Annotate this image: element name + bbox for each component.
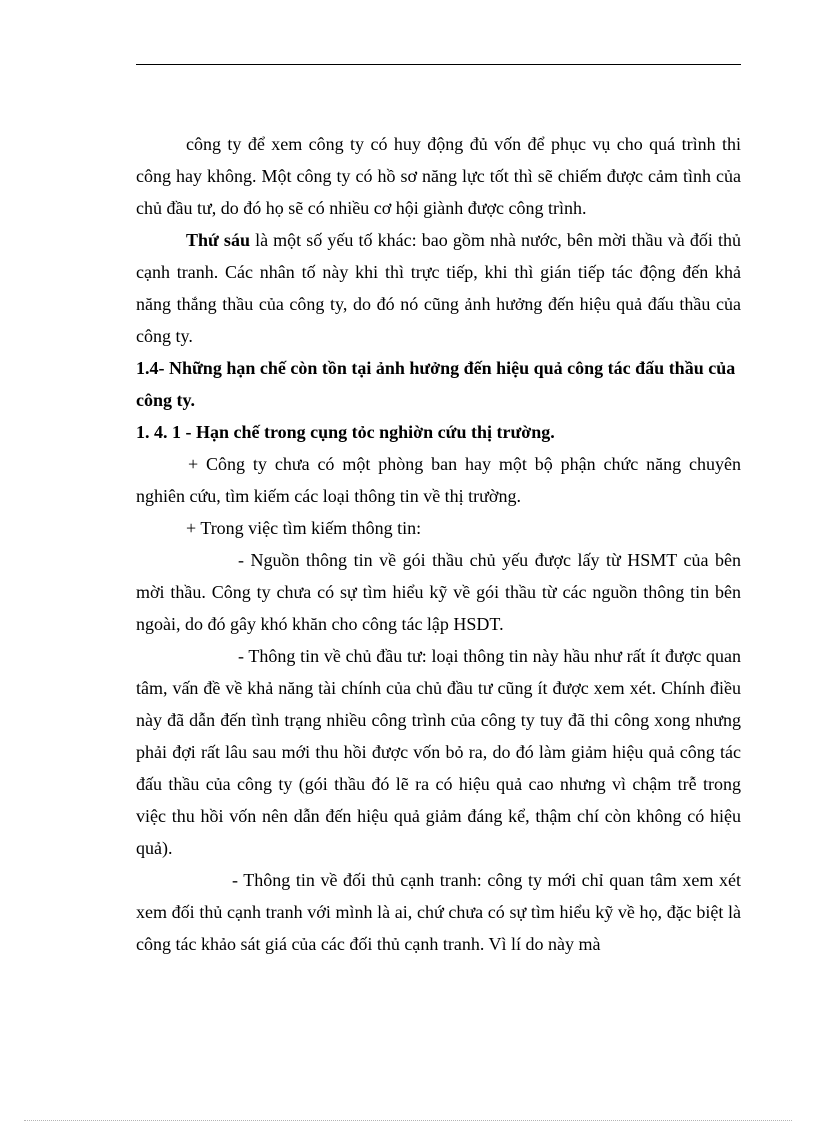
factor-six-text: là một số yếu tố khác: bao gồm nhà nước, bên mời thầu và đối thủ cạnh tranh. Các nhân tố này khi thì trực tiếp, khi thì gián tiếp tác động đến khả năng thắng thầu của công ty, do đó nó cũng ảnh hưởng đến hiệu quả đấu thầu của công ty.: [136, 230, 741, 346]
header-rule: [136, 64, 741, 65]
section-heading-1-4: 1.4- Những hạn chế còn tồn tại ảnh hưởng đến hiệu quả công tác đấu thầu của công ty.: [136, 358, 736, 410]
document-body: [136, 128, 741, 960]
factor-six-lead: Thứ sáu: [186, 230, 250, 250]
paragraph-continuation: công ty để xem công ty có huy động đủ vốn để phục vụ cho quá trình thi công hay không. Một công ty có hồ sơ năng lực tốt thì sẽ chiếm được cảm tình của chủ đầu tư, do đó họ sẽ có nhiều cơ hội giành được công trình.: [136, 134, 741, 218]
paragraph-no-department: + Công ty chưa có một phòng ban hay một bộ phận chức năng chuyên nghiên cứu, tìm kiếm các loại thông tin về thị trường.: [136, 454, 741, 506]
paragraph-competitor-info: - Thông tin về đối thủ cạnh tranh: công ty mới chỉ quan tâm xem xét xem đối thủ cạnh tranh với mình là ai, chứ chưa có sự tìm hiểu kỹ về họ, đặc biệt là công tác khảo sát giá của các đối thủ cạnh tranh. Vì lí do này mà: [136, 870, 741, 954]
paragraph-package-info: - Nguồn thông tin về gói thầu chủ yếu được lấy từ HSMT của bên mời thầu. Công ty chưa có sự tìm hiểu kỹ về gói thầu từ các nguồn thông tin bên ngoài, do đó gây khó khăn cho công tác lập HSDT.: [136, 550, 741, 634]
paragraph-investor-info: - Thông tin về chủ đầu tư: loại thông tin này hầu như rất ít được quan tâm, vấn đề về khả năng tài chính của chủ đầu tư cũng ít được xem xét. Chính điều này đã dẫn đến tình trạng nhiều công trình của công ty tuy đã thi công xong nhưng phải đợi rất lâu sau mới thu hồi được vốn bỏ ra, do đó làm giảm hiệu quả công tác đấu thầu của công ty (gói thầu đó lẽ ra có hiệu quả cao nhưng vì chậm trễ trong việc thu hồi vốn nên dẫn đến hiệu quả giảm đáng kể, thậm chí còn không có hiệu quả).: [136, 646, 741, 858]
section-heading-1-4-1: 1. 4. 1 - Hạn chế trong cụng tỏc nghiờn cứu thị trường.: [136, 422, 555, 442]
footer-rule: [24, 1120, 792, 1121]
paragraph-factor-six: [136, 224, 741, 352]
paragraph-info-search: + Trong việc tìm kiếm thông tin:: [186, 518, 422, 538]
